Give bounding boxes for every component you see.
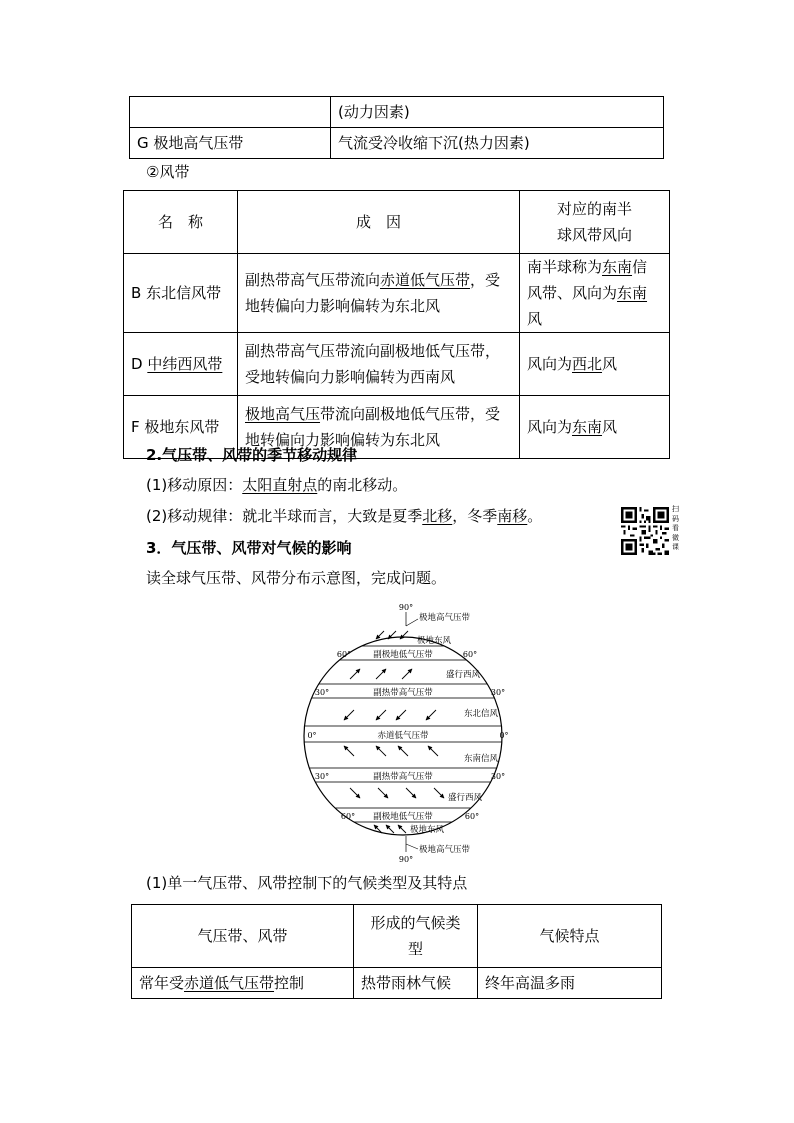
belt-direction xyxy=(520,254,670,333)
wind-label: 东南信风 xyxy=(464,754,499,764)
westerly-arrow-south xyxy=(406,788,416,798)
qr-code-icon[interactable] xyxy=(621,507,669,555)
direction-text: 风 xyxy=(602,418,618,436)
header-direction xyxy=(520,191,670,254)
westerly-arrow-south xyxy=(378,788,388,798)
belt-label: 副极地低气压带 xyxy=(373,812,433,822)
direction-text: 风带、风向为 xyxy=(527,284,618,302)
cause-text: 地转偏向力影响偏转为东北风 xyxy=(245,431,441,449)
lat-label-right: 30° xyxy=(490,688,506,697)
lat-label-right: 0° xyxy=(499,731,509,740)
direction-underlined: 东南 xyxy=(602,258,633,276)
table1-cell-cause: 气流受冷收缩下沉(热力因素) xyxy=(331,128,664,159)
belt-direction xyxy=(520,396,670,459)
cause-text: 地转偏向力影响偏转为东北风 xyxy=(245,297,441,315)
belt-direction xyxy=(520,333,670,396)
climate-features-cell: 终年高温多雨 xyxy=(478,968,662,999)
se-trade-arrow xyxy=(376,746,386,756)
polar-easterly-arrow-south xyxy=(386,825,394,833)
cause-underlined: 赤道低气压带 xyxy=(380,271,471,289)
belt-letter: D xyxy=(131,355,148,373)
belt-underlined: 赤道低气压带 xyxy=(184,974,275,992)
table-row xyxy=(124,333,670,396)
belt-text: 控制 xyxy=(274,974,305,992)
westerly-arrow-north xyxy=(402,669,412,679)
direction-text: 风 xyxy=(602,355,618,373)
ne-trade-arrow xyxy=(396,710,406,720)
belt-name-text: 东北信风带 xyxy=(146,284,222,302)
reason-text: 的南北移动。 xyxy=(317,476,408,494)
westerly-arrow-south xyxy=(350,788,360,798)
polar-easterly-arrow-north xyxy=(400,631,408,639)
ne-trade-arrow xyxy=(344,710,354,720)
belt-name-text: 极地东风带 xyxy=(144,418,220,436)
belt-cause xyxy=(238,254,520,333)
reason-text: (1)移动原因： xyxy=(146,476,243,494)
climate-type-table xyxy=(131,904,662,999)
header-direction-line2: 球风带风向 xyxy=(556,226,632,244)
wind-label: 东北信风 xyxy=(464,709,499,719)
header-climate-type xyxy=(354,905,478,968)
wind-label: 极地东风 xyxy=(410,825,445,835)
top-leader-line xyxy=(406,619,418,626)
westerly-arrow-north xyxy=(376,669,386,679)
header-cause: 成 因 xyxy=(238,191,520,254)
cause-text: 副热带高气压带流向副极地低气压带， xyxy=(245,342,501,360)
header-features: 气候特点 xyxy=(478,905,662,968)
belt-label: 赤道低气压带 xyxy=(377,731,429,741)
header-belt: 气压带、风带 xyxy=(132,905,354,968)
bottom-leader-line xyxy=(406,844,418,849)
lat-label-right: 60° xyxy=(462,650,478,659)
table-row xyxy=(132,968,662,999)
belt-letter: F xyxy=(131,418,145,436)
cause-text: 受地转偏向力影响偏转为西南风 xyxy=(245,368,456,386)
wind-label: 盛行西风 xyxy=(446,670,481,680)
reason-underlined: 太阳直射点 xyxy=(242,476,318,494)
global-pressure-wind-belts-diagram xyxy=(298,600,518,866)
movement-reason xyxy=(146,474,407,496)
rule-text: 。 xyxy=(527,507,543,525)
header-name: 名 称 xyxy=(124,191,238,254)
belt-label: 副极地低气压带 xyxy=(373,650,433,660)
direction-text: 信 xyxy=(632,258,648,276)
belt-name-text: 中纬西风带 xyxy=(147,355,223,373)
lat-label-right: 60° xyxy=(464,812,480,821)
subsection-1-title: (1)单一气压带、风带控制下的气候类型及其特点 xyxy=(146,874,468,892)
ne-trade-arrow xyxy=(376,710,386,720)
climate-type-cell: 热带雨林气候 xyxy=(354,968,478,999)
belt-cause xyxy=(238,333,520,396)
lat-label-left: 30° xyxy=(314,772,330,781)
belt-label: 副热带高气压带 xyxy=(373,772,433,782)
section-3-instruction: 读全球气压带、风带分布示意图，完成问题。 xyxy=(146,569,447,587)
header-climate-type-line2: 型 xyxy=(407,940,423,958)
header-climate-type-line1: 形成的气候类 xyxy=(370,914,461,932)
belt-control-cell xyxy=(132,968,354,999)
rule-text: (2)移动规律：就北半球而言，大致是夏季 xyxy=(146,507,423,525)
section-3-title: 3．气压带、风带对气候的影响 xyxy=(146,539,352,557)
top-pressure-label: 极地高气压带 xyxy=(419,613,471,623)
wind-label: 盛行西风 xyxy=(448,793,483,803)
lat-label-left: 60° xyxy=(340,812,356,821)
cause-text: 带流向副极地低气压带，受 xyxy=(320,405,501,423)
cause-underlined: 极地高气压 xyxy=(245,405,321,423)
ne-trade-arrow xyxy=(426,710,436,720)
se-trade-arrow xyxy=(344,746,354,756)
rule-underlined: 南移 xyxy=(497,507,528,525)
direction-underlined: 西北 xyxy=(572,355,603,373)
lat-label-left: 30° xyxy=(314,688,330,697)
belt-name xyxy=(124,254,238,333)
lat-label-left: 0° xyxy=(307,731,317,740)
movement-rule xyxy=(146,505,542,527)
wind-belt-table xyxy=(123,190,670,459)
westerly-arrow-north xyxy=(350,669,360,679)
table1-cell-name: G 极地高气压带 xyxy=(130,128,331,159)
bottom-pressure-label: 极地高气压带 xyxy=(419,845,471,855)
westerly-arrow-south xyxy=(434,788,444,798)
se-trade-arrow xyxy=(398,746,408,756)
polar-easterly-arrow-north xyxy=(376,631,384,639)
direction-text: 南半球称为 xyxy=(527,258,603,276)
belt-letter: B xyxy=(131,284,147,302)
header-direction-line1: 对应的南半 xyxy=(556,200,632,218)
cause-text: ，受 xyxy=(470,271,501,289)
lat-label-right: 30° xyxy=(490,772,506,781)
pressure-belt-table-continued xyxy=(129,96,664,159)
se-trade-arrow xyxy=(428,746,438,756)
qr-label: 扫码看微课 xyxy=(672,505,679,551)
lat-label-left: 60° xyxy=(336,650,352,659)
direction-text: 风 xyxy=(527,310,543,328)
rule-text: ，冬季 xyxy=(452,507,498,525)
cause-text: 副热带高气压带流向 xyxy=(245,271,381,289)
belt-name xyxy=(124,333,238,396)
polar-easterly-arrow-south xyxy=(398,825,406,833)
belt-text: 常年受 xyxy=(139,974,185,992)
rule-underlined: 北移 xyxy=(422,507,453,525)
belt-label: 副热带高气压带 xyxy=(373,688,433,698)
direction-text: 风向为 xyxy=(527,418,573,436)
table1-cell-cause: (动力因素) xyxy=(331,97,664,128)
table1-cell-name xyxy=(130,97,331,128)
table-row xyxy=(124,254,670,333)
direction-underlined: 东南 xyxy=(617,284,648,302)
wind-label: 极地东风 xyxy=(417,636,452,646)
section-2-title: 2.气压带、风带的季节移动规律 xyxy=(146,446,358,464)
direction-underlined: 东南 xyxy=(572,418,603,436)
wind-belts-heading: ②风带 xyxy=(146,163,190,181)
direction-text: 风向为 xyxy=(527,355,573,373)
top-lat-label: 90° xyxy=(398,603,414,612)
bottom-lat-label: 90° xyxy=(398,855,414,864)
